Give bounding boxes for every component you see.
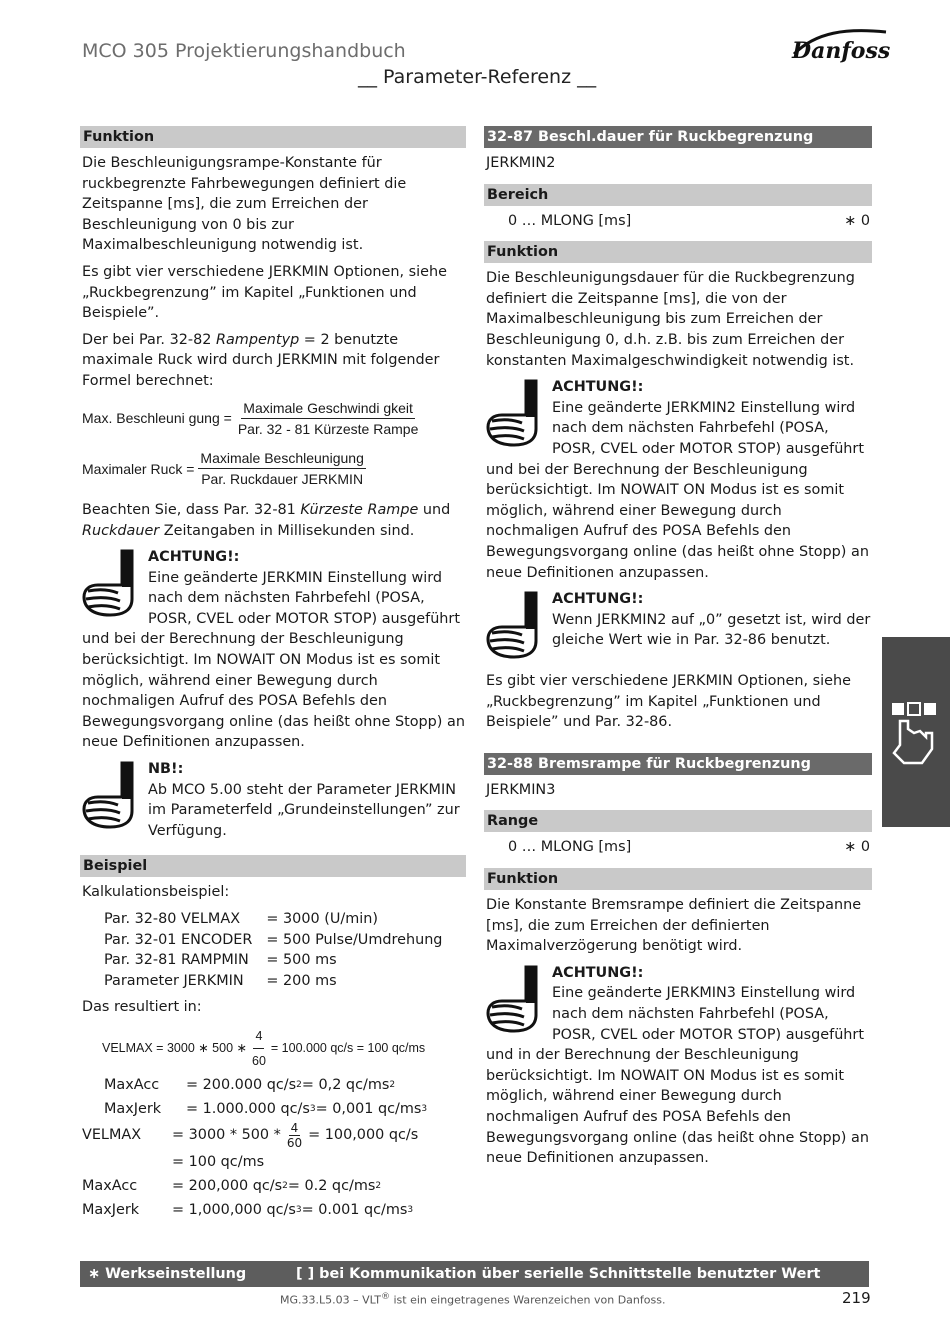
info-note: NB!: Ab MCO 5.00 steht der Parameter JERKMIN im Parameterfeld „Grundeinstellungen” zur Verfügung. [82, 759, 466, 841]
warning-note: ACHTUNG!: Eine geänderte JERKMIN3 Einstellung wird nach dem nächsten Fahrbefehl (POSA, POSR, CVEL oder MOTOR STOP) ausgeführt und in der Berechnung der Beschleunigung berücksichtigt. Im NOWAIT ON Modus ist es somit möglich, während einer Bewegung durch nochmaligen Aufruf des POSA Befehls den Bewegungsvorgang online (das heißt ohne Stopp) an neue Definitionen anzupassen. [486, 964, 869, 1167]
maxacc-line: MaxAcc = 200,000 qc/s 2 = 0.2 qc/ms 2 [82, 1177, 382, 1194]
danfoss-logo [786, 24, 892, 64]
pointing-hand-icon [882, 637, 950, 827]
table-row: Par. 32-01 ENCODER = 500 Pulse/Umdrehung [104, 931, 443, 948]
formula-max-jerk: Maximaler Ruck = $\frac{\text{Maximale Beschleunigung}}{\text{Par. Ruckdauer JERKMIN}}$ [82, 449, 364, 488]
paragraph: Es gibt vier verschiedene JERKMIN Optionen, siehe „Ruckbegrenzung” im Kapitel „Funktionen und Beispiele”. [82, 263, 447, 322]
param-name: JERKMIN2 [486, 155, 556, 171]
warning-note: ACHTUNG!: Eine geänderte JERKMIN2 Einstellung wird nach dem nächsten Fahrbefehl (POSA, POSR, CVEL oder MOTOR STOP) ausgeführt und bei der Berechnung der Beschleunigung berücksichtigt. Im NOWAIT ON Modus ist es somit möglich, während einer Bewegung durch nochmaligen Aufruf des POSA Befehls den Bewegungsvorgang online (das heißt ohne Stopp) an neue Definitionen anzupassen. [486, 379, 869, 581]
funktion-heading: Funktion [80, 126, 466, 148]
calc-block [82, 1024, 466, 1222]
paragraph: Das resultiert in: [82, 999, 202, 1016]
table-row: Par. 32-81 RAMPMIN = 500 ms [104, 952, 337, 969]
paragraph: Der bei Par. 32-82 Rampentyp = 2 benutzte maximale Ruck wird durch JERKMIN mit folgender Formel berechnet: [82, 331, 440, 389]
formula-block [82, 398, 466, 490]
page-number: 219 [842, 1289, 871, 1307]
section-title: __ Parameter-Referenz __ [358, 66, 597, 88]
velmax-formula: VELMAX = 3000 ∗ 500 ∗ $\frac{4}{60}$ = 100.000 qc/s = 100 qc/ms [102, 1024, 466, 1073]
legend-default: ∗ Werkseinstellung [88, 1266, 247, 1282]
left-column [80, 126, 466, 1226]
table-row: Parameter JERKMIN = 200 ms [104, 972, 337, 989]
velmax-result: = 100 qc/ms [172, 1153, 265, 1170]
funktion-heading: Funktion [484, 241, 872, 263]
beispiel-heading: Beispiel [80, 855, 466, 877]
param-table [104, 909, 456, 991]
bereich-heading: Bereich [484, 184, 872, 206]
document-title: MCO 305 Projektierungshandbuch [82, 40, 406, 62]
warning-note: ACHTUNG!: Eine geänderte JERKMIN Einstellung wird nach dem nächsten Fahrbefehl (POSA, POSR, CVEL oder MOTOR STOP) ausgeführt und bei der Berechnung der Beschleunigung berücksichtigt. Im NOWAIT ON Modus ist es somit möglich, während einer Bewegung durch nochmaligen Aufruf des POSA Befehls den Bewegungsvorgang online (das heißt ohne Stopp) an neue Definitionen anzupassen. [82, 549, 465, 751]
maxacc-line: MaxAcc = 200.000 qc/s 2 = 0,2 qc/ms 2 [104, 1076, 396, 1093]
param-name: JERKMIN3 [486, 781, 556, 798]
paragraph: Kalkulationsbeispiel: [82, 884, 230, 901]
paragraph: Die Beschleunigungsrampe-Konstante für ruckbegrenzte Fahrbewegungen definiert die Zeitspanne [ms], die zum Erreichen der Beschleunigung von 0 bis zur Maximalbeschleunigung notwendig ist. [82, 155, 407, 254]
maxjerk-line: MaxJerk = 1.000.000 qc/s 3 = 0,001 qc/ms 3 [104, 1100, 428, 1117]
legend-serial: [ ] bei Kommunikation über serielle Schnittstelle benutzter Wert [296, 1266, 821, 1282]
velmax-line: VELMAX = 3000 * 500 * $\frac{4}{60}$ = 100,000 qc/s [82, 1120, 419, 1150]
table-row: Par. 32-80 VELMAX = 3000 (U/min) [104, 911, 378, 927]
range-row: 0 … MLONG [ms] ∗ 0 [508, 212, 870, 229]
right-column [484, 126, 872, 1175]
logo-text: Danfoss [792, 38, 891, 64]
chapter-tab [882, 637, 950, 827]
warning-note: ACHTUNG!: Wenn JERKMIN2 auf „0” gesetzt ist, wird der gleiche Wert wie in Par. 32-86 benutzt. [486, 589, 872, 659]
footer-note: MG.33.L5.03 – VLT® ist ein eingetragenes Warenzeichen von Danfoss. [280, 1292, 666, 1307]
paragraph: Die Beschleunigungsdauer für die Ruckbegrenzung definiert die Zeitspanne [ms], die von der Maximalbeschleunigung bis zum Erreichen der Beschleunigung 0, d.h. z.B. bis zum Erreichen der konstanten Maximalgeschwindigkeit notwendig ist. [486, 270, 855, 369]
paragraph: Beachten Sie, dass Par. 32-81 Kürzeste Rampe und Ruckdauer Zeitangaben in Millisekunden sind. [82, 501, 451, 539]
paragraph: Die Konstante Bremsrampe definiert die Zeitspanne [ms], die zum Erreichen der definierten Maximalverzögerung benötigt wird. [486, 897, 862, 955]
maxjerk-line: MaxJerk = 1,000,000 qc/s 3 = 0.001 qc/ms 3 [82, 1201, 414, 1218]
range-row: 0 … MLONG [ms] ∗ 0 [508, 839, 870, 856]
funktion-heading: Funktion [484, 868, 872, 890]
param-heading-32-88: 32-88 Bremsrampe für Ruckbegrenzung [484, 753, 872, 775]
formula-max-acc: Max. Beschleuni gung = $\frac{\text{Maximale Geschwindi gkeit}}{\text{Par. 32 - 81 Kürzeste Rampe}}$ [82, 399, 419, 438]
paragraph: Es gibt vier verschiedene JERKMIN Optionen, siehe „Ruckbegrenzung” im Kapitel „Funktionen und Beispiele” und Par. 32-86. [486, 673, 851, 731]
hand-warning-icon [486, 965, 544, 1033]
footer-legend [80, 1261, 869, 1287]
hand-warning-icon [486, 379, 544, 447]
param-heading-32-87: 32-87 Beschl.dauer für Ruckbegrenzung [484, 126, 872, 148]
range-heading: Range [484, 810, 872, 832]
hand-warning-icon [82, 761, 140, 829]
hand-warning-icon [486, 591, 544, 659]
hand-warning-icon [82, 549, 140, 617]
